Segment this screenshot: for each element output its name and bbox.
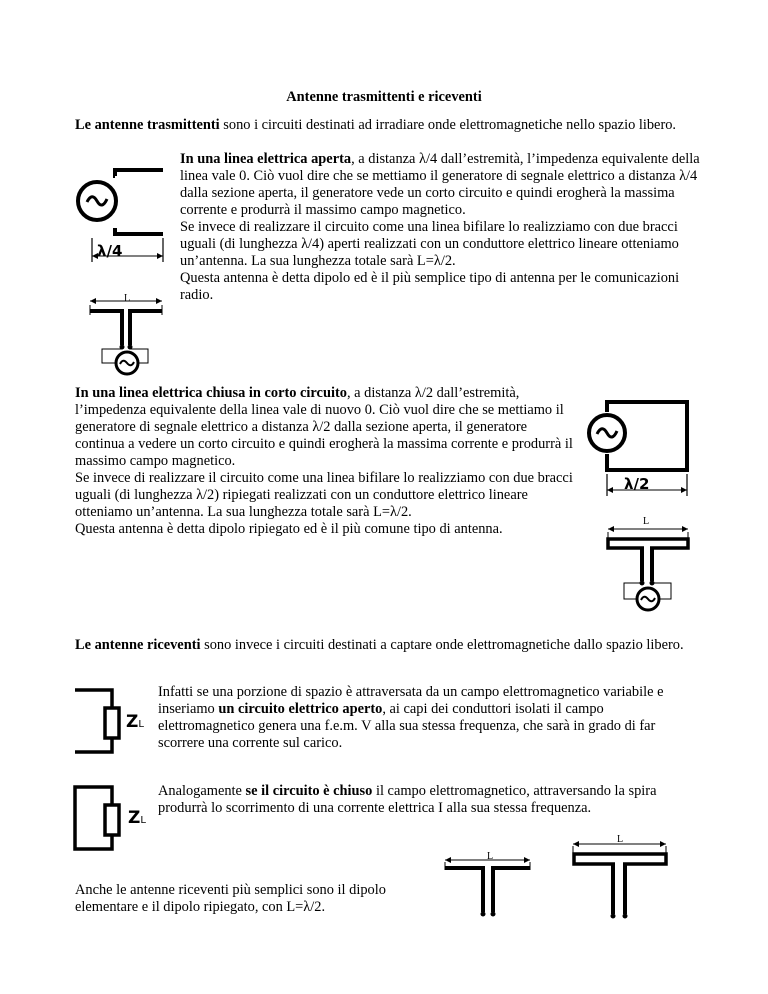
open-line-para-2: Se invece di realizzare il circuito come una linea bifilare lo realizziamo con due bracci uguali (di lunghezza λ/4) aperti realizzati con un conduttore elettrico lineare otteniamo un’antenna. La sua lunghezza totale sarà L=λ/2. xyxy=(180,219,679,269)
rx-folded-dipole-label: L xyxy=(617,834,624,845)
open-line-text xyxy=(180,151,700,304)
open-rx-text-a: Infatti se una porzione di spazio è attraversata da un campo elettromagnetico variabile e inseriamo xyxy=(158,684,664,717)
closed-line-label: λ/2 xyxy=(624,475,650,493)
closed-rx-bold: se il circuito è chiuso xyxy=(245,783,373,799)
closed-rx-paragraph xyxy=(158,783,703,817)
final-paragraph: Anche le antenne riceventi più semplici sono il dipolo elementare e il dipolo ripiegato, con L=λ/2. xyxy=(75,882,386,915)
receiving-paragraph xyxy=(75,637,695,654)
folded-dipole-label: L xyxy=(643,516,650,527)
open-line-label: λ/4 xyxy=(97,242,123,260)
closed-rx-load-sub: L xyxy=(140,815,146,826)
receiving-text: sono invece i circuiti destinati a captare onde elettromagnetiche dallo spazio libero. xyxy=(200,637,684,653)
closed-line-para-1 xyxy=(75,385,580,470)
open-line-para-1 xyxy=(180,151,700,219)
closed-line-para-2: Se invece di realizzare il circuito come una linea bifilare lo realizziamo con due bracci uguali (di lunghezza λ/2) ripiegati realizzati con un conduttore elettrico lineare otteniamo un’antenna. La sua lunghezza totale sarà L=λ/2. xyxy=(75,470,573,520)
closed-rx-text-b: il campo elettromagnetico, attraversando la spira produrrà lo scorrimento di una corrente elettrica I alla sua stessa frequenza. xyxy=(158,783,657,816)
closed-line-bold: In una linea elettrica chiusa in corto circuito xyxy=(75,385,347,401)
open-rx-load-label xyxy=(126,714,144,733)
closed-rx-load-label xyxy=(128,810,146,829)
receiving-bold: Le antenne riceventi xyxy=(75,637,201,653)
closed-rx-text-a: Analogamente xyxy=(158,783,246,799)
intro-bold: Le antenne trasmittenti xyxy=(75,117,220,133)
closed-rx-load: Z xyxy=(128,808,141,828)
rx-dipole-label: L xyxy=(487,851,494,862)
open-rx-text-b: , ai capi dei conduttori isolati il campo elettromagnetico genera una f.e.m. V alla sua stessa frequenza, che sarà in grado di far scorrere una corrente sul carico. xyxy=(158,701,656,751)
open-rx-load-sub: L xyxy=(138,719,144,730)
intro-text: sono i circuiti destinati ad irradiare onde elettromagnetiche nello spazio libero. xyxy=(219,117,677,133)
intro-paragraph xyxy=(75,117,695,134)
closed-line-text xyxy=(75,385,580,538)
closed-line-text-1: , a distanza λ/2 dall’estremità, l’impedenza equivalente della linea vale di nuovo 0. Ciò vuol dire che se mettiamo il generatore di segnale elettrico a distanza λ/2 dalla sezione aperta, il generatore continua a vedere un corto circuito e quindi erogherà la massima corrente e produrrà il massimo campo magnetico. xyxy=(75,385,573,469)
open-rx-paragraph xyxy=(158,684,703,752)
open-line-text-1: , a distanza λ/4 dall’estremità, l’impedenza equivalente della linea vale 0. Ciò vuol dire che se mettiamo il generatore di segnale elettrico a distanza λ/4 dalla sezione aperta, il generatore vede un corto circuito e quindi erogherà la massima corrente e produrrà il massimo campo magnetico. xyxy=(180,151,700,218)
open-rx-load: Z xyxy=(126,712,139,732)
closed-line-para-3: Questa antenna è detta dipolo ripiegato ed è il più comune tipo di antenna. xyxy=(75,521,503,537)
folded-dipole-figure xyxy=(605,515,695,615)
page-title: Antenne trasmittenti e riceventi xyxy=(286,89,482,105)
open-line-bold: In una linea elettrica aperta xyxy=(180,151,352,167)
open-line-para-3: Questa antenna è detta dipolo ed è il più semplice tipo di antenna per le comunicazioni radio. xyxy=(180,270,680,303)
open-rx-bold: un circuito elettrico aperto xyxy=(218,701,383,717)
dipole-label: L xyxy=(124,293,131,304)
